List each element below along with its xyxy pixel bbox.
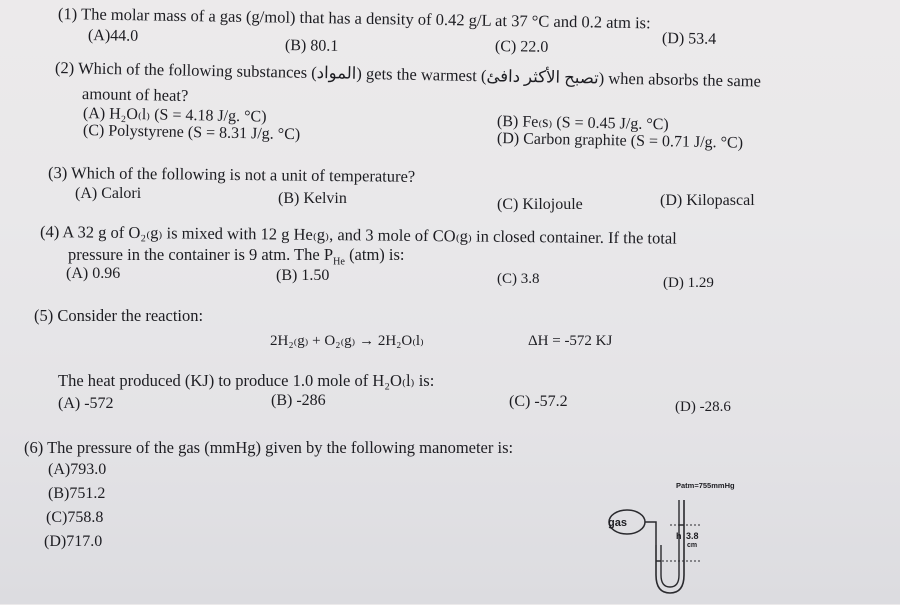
- q2-option-b[interactable]: (B) Fe₍s₎ (S = 0.45 J/g. °C): [496, 113, 669, 134]
- gas-connector: [645, 522, 656, 545]
- q1-option-a[interactable]: (A)44.0: [87, 27, 139, 45]
- q1-option-d[interactable]: (D) 53.4: [661, 30, 717, 48]
- q5-option-c[interactable]: (C) -57.2: [509, 393, 568, 410]
- q3-option-c[interactable]: (C) Kilojoule: [497, 196, 583, 213]
- q4-option-b[interactable]: (B) 1.50: [276, 267, 330, 284]
- q6-number: (6): [24, 438, 44, 457]
- u-tube-inner: [661, 500, 679, 587]
- q2-arabic-2: تصبح الأكثر دافئ: [486, 66, 599, 88]
- h-value: 3.8: [686, 531, 699, 541]
- u-tube-outer: [656, 500, 684, 593]
- q4-option-a[interactable]: (A) 0.96: [66, 265, 121, 282]
- q1-option-c[interactable]: (C) 22.0: [494, 38, 549, 56]
- q4-stem-line2: [68, 245, 405, 267]
- q6-option-c[interactable]: (C)758.8: [46, 509, 104, 526]
- manometer-diagram: [600, 465, 780, 600]
- q2-option-a[interactable]: (A) H₂O₍l₎ (S = 4.18 J/g. °C): [82, 105, 267, 126]
- q6-stem: [24, 438, 513, 458]
- patm-label: Patm=755mmHg: [676, 481, 735, 490]
- gas-label: gas: [608, 517, 627, 529]
- q3-number: (3): [47, 163, 68, 183]
- q1-stem: [58, 4, 651, 33]
- q2-arabic-1: المواد: [316, 63, 357, 83]
- q3-option-d[interactable]: (D) Kilopascal: [660, 192, 755, 209]
- q2-stem-line2: amount of heat?: [81, 84, 189, 106]
- q4-text-line1: A 32 g of O₂₍g₎ is mixed with 12 g He₍g₎, and 3 mole of CO₍g₎ in closed container. If the total: [62, 222, 677, 248]
- q3-option-a[interactable]: (A) Calori: [75, 185, 142, 202]
- q3-stem: [48, 163, 415, 187]
- q2-option-d[interactable]: (D) Carbon graphite (S = 0.71 J/g. °C): [496, 130, 744, 152]
- q4-option-c[interactable]: (C) 3.8: [497, 271, 540, 287]
- q4-option-d[interactable]: (D) 1.29: [663, 275, 714, 291]
- q1-text: The molar mass of a gas (g/mol) that has a density of 0.42 g/L at 37 °C and 0.2 atm is:: [80, 4, 651, 33]
- q5-option-b[interactable]: (B) -286: [271, 392, 326, 409]
- q4-number: (4): [39, 222, 60, 242]
- q5-number: (5): [34, 306, 54, 325]
- q6-option-b[interactable]: (B)751.2: [48, 485, 106, 502]
- q2-text-part3: ) when absorbs the same: [598, 68, 762, 91]
- q6-option-d[interactable]: (D)717.0: [44, 533, 103, 550]
- manometer-svg: [600, 465, 780, 600]
- h-label: h: [676, 531, 682, 541]
- q3-option-b[interactable]: (B) Kelvin: [278, 190, 347, 207]
- q4-text-line2: pressure in the container is 9 atm. The P: [68, 245, 334, 264]
- q2-option-c[interactable]: (C) Polystyrene (S = 8.31 J/g. °C): [82, 122, 301, 144]
- q1-number: (1): [57, 4, 78, 24]
- q4-subscript-he: He: [333, 256, 345, 268]
- q5-text: Consider the reaction:: [57, 306, 204, 325]
- q2-text-part1: Which of the following substances (: [77, 58, 317, 83]
- q6-option-a[interactable]: (A)793.0: [48, 461, 107, 478]
- q2-number: (2): [54, 58, 75, 78]
- q5-option-d[interactable]: (D) -28.6: [675, 399, 731, 415]
- h-unit: cm: [687, 542, 698, 549]
- q5-question: The heat produced (KJ) to produce 1.0 mole of H₂O₍l₎ is:: [58, 371, 435, 390]
- q5-reaction: 2H₂₍g₎ + O₂₍g₎ → 2H₂O₍l₎: [270, 333, 424, 349]
- q2-text-part2: ) gets the warmest (: [356, 63, 487, 86]
- q5-stem: [34, 306, 203, 326]
- q4-text-line2-end: (atm) is:: [344, 245, 405, 264]
- q5-option-a[interactable]: (A) -572: [58, 395, 114, 412]
- q1-option-b[interactable]: (B) 80.1: [284, 37, 339, 55]
- q3-text: Which of the following is not a unit of temperature?: [70, 163, 416, 186]
- q6-text: The pressure of the gas (mmHg) given by the following manometer is:: [47, 438, 514, 457]
- q5-delta-h: ΔH = -572 KJ: [528, 333, 613, 349]
